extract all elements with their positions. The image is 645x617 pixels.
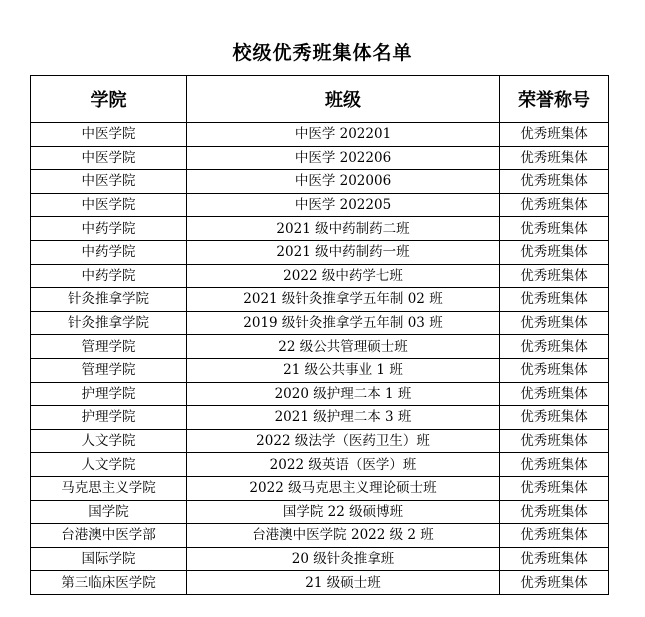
table-row: [31, 170, 609, 194]
cell-class: 2020 级护理二本 1 班: [187, 382, 500, 406]
table-row: [31, 288, 609, 312]
cell-class: 2019 级针灸推拿学五年制 03 班: [187, 311, 500, 335]
table-row: [31, 429, 609, 453]
cell-class: 21 级公共事业 1 班: [187, 358, 500, 382]
document-title: 校级优秀班集体名单: [232, 42, 413, 64]
cell-class: 中医学 202006: [187, 170, 500, 194]
header-honor: 荣誉称号: [500, 76, 609, 123]
table-row: [31, 547, 609, 571]
cell-class: 中医学 202206: [187, 146, 500, 170]
cell-college: 护理学院: [31, 406, 187, 430]
cell-honor: 优秀班集体: [500, 240, 609, 264]
cell-college: 管理学院: [31, 358, 187, 382]
cell-honor: 优秀班集体: [500, 382, 609, 406]
table-row: [31, 240, 609, 264]
cell-class: 2021 级针灸推拿学五年制 02 班: [187, 288, 500, 312]
honor-list-table: [30, 75, 609, 595]
cell-honor: 优秀班集体: [500, 335, 609, 359]
table-row: [31, 571, 609, 595]
cell-college: 第三临床医学院: [31, 571, 187, 595]
cell-class: 2021 级护理二本 3 班: [187, 406, 500, 430]
table-row: [31, 123, 609, 147]
cell-class: 2021 级中药制药一班: [187, 240, 500, 264]
cell-honor: 优秀班集体: [500, 476, 609, 500]
cell-honor: 优秀班集体: [500, 146, 609, 170]
table-row: [31, 335, 609, 359]
cell-college: 马克思主义学院: [31, 476, 187, 500]
table-row: [31, 382, 609, 406]
cell-class: 国学院 22 级硕博班: [187, 500, 500, 524]
cell-class: 2021 级中药制药二班: [187, 217, 500, 241]
table-row: [31, 146, 609, 170]
cell-college: 中药学院: [31, 240, 187, 264]
header-college: 学院: [31, 76, 187, 123]
table-row: [31, 358, 609, 382]
table-body: [31, 123, 609, 595]
cell-honor: 优秀班集体: [500, 453, 609, 477]
cell-college: 人文学院: [31, 429, 187, 453]
table-header-row: [31, 76, 609, 123]
cell-class: 22 级公共管理硕士班: [187, 335, 500, 359]
table-row: [31, 524, 609, 548]
cell-college: 国学院: [31, 500, 187, 524]
cell-college: 针灸推拿学院: [31, 311, 187, 335]
cell-class: 中医学 202201: [187, 123, 500, 147]
cell-honor: 优秀班集体: [500, 123, 609, 147]
cell-class: 20 级针灸推拿班: [187, 547, 500, 571]
cell-college: 中医学院: [31, 193, 187, 217]
cell-honor: 优秀班集体: [500, 288, 609, 312]
cell-college: 台港澳中医学部: [31, 524, 187, 548]
table-row: [31, 264, 609, 288]
table-row: [31, 217, 609, 241]
header-class: 班级: [187, 76, 500, 123]
cell-honor: 优秀班集体: [500, 193, 609, 217]
cell-honor: 优秀班集体: [500, 429, 609, 453]
cell-honor: 优秀班集体: [500, 264, 609, 288]
table-row: [31, 500, 609, 524]
cell-college: 中医学院: [31, 123, 187, 147]
cell-class: 2022 级马克思主义理论硕士班: [187, 476, 500, 500]
cell-honor: 优秀班集体: [500, 500, 609, 524]
cell-honor: 优秀班集体: [500, 311, 609, 335]
table-row: [31, 311, 609, 335]
cell-honor: 优秀班集体: [500, 170, 609, 194]
cell-class: 2022 级中药学七班: [187, 264, 500, 288]
cell-college: 中医学院: [31, 146, 187, 170]
table-row: [31, 406, 609, 430]
cell-class: 21 级硕士班: [187, 571, 500, 595]
cell-honor: 优秀班集体: [500, 524, 609, 548]
cell-honor: 优秀班集体: [500, 217, 609, 241]
cell-class: 2022 级英语（医学）班: [187, 453, 500, 477]
cell-honor: 优秀班集体: [500, 358, 609, 382]
cell-honor: 优秀班集体: [500, 406, 609, 430]
cell-college: 人文学院: [31, 453, 187, 477]
cell-class: 2022 级法学（医药卫生）班: [187, 429, 500, 453]
cell-honor: 优秀班集体: [500, 547, 609, 571]
cell-honor: 优秀班集体: [500, 571, 609, 595]
cell-college: 国际学院: [31, 547, 187, 571]
cell-college: 中药学院: [31, 217, 187, 241]
table-row: [31, 476, 609, 500]
cell-college: 护理学院: [31, 382, 187, 406]
cell-college: 中药学院: [31, 264, 187, 288]
cell-college: 针灸推拿学院: [31, 288, 187, 312]
cell-college: 中医学院: [31, 170, 187, 194]
table-row: [31, 453, 609, 477]
cell-class: 台港澳中医学院 2022 级 2 班: [187, 524, 500, 548]
table-row: [31, 193, 609, 217]
cell-class: 中医学 202205: [187, 193, 500, 217]
cell-college: 管理学院: [31, 335, 187, 359]
